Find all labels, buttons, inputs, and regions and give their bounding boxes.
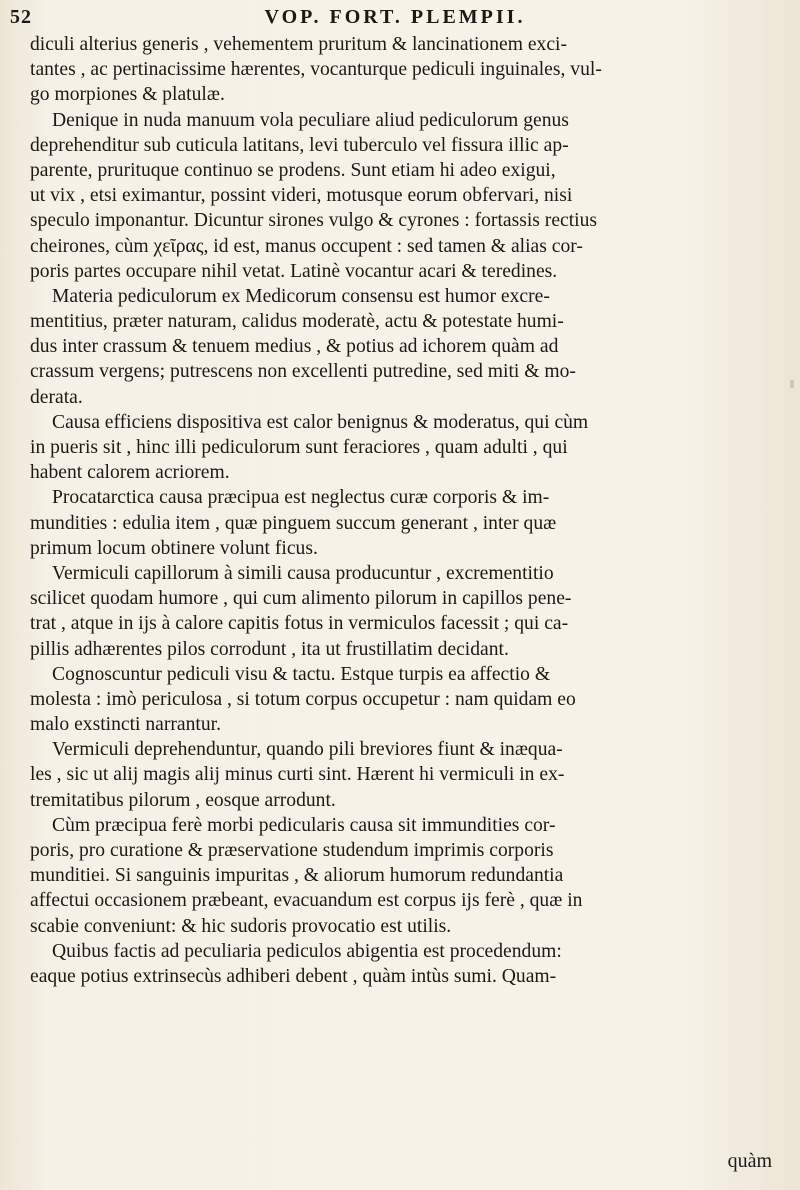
page-edge-mark [790, 380, 794, 388]
body-text [30, 32, 780, 989]
text-line: derata. [30, 386, 83, 408]
text-line: pillis adhærentes pilos corrodunt , ita ut frustillatim decidant. [30, 638, 509, 660]
text-line: Vermiculi capillorum à simili causa producuntur , excrementitio [52, 562, 554, 584]
text-line: trat , atque in ijs à calore capitis fotus in vermiculos facessit ; qui ca- [30, 613, 569, 635]
text-line: Denique in nuda manuum vola peculiare aliud pediculorum genus [52, 109, 569, 131]
text-line: scabie conveniunt: & hic sudoris provocatio est utilis. [30, 915, 452, 937]
text-line: tantes , ac pertinacissime hærentes, vocanturque pediculi inguinales, vul- [30, 59, 602, 81]
text-line: cheirones, cùm χεῖρας, id est, manus occupent : sed tamen & alias cor- [30, 235, 583, 257]
text-line: Causa efficiens dispositiva est calor benignus & moderatus, qui cùm [52, 411, 589, 433]
page-header [10, 6, 780, 32]
text-line: affectui occasionem præbeant, evacuandum est corpus ijs ferè , quæ in [30, 890, 583, 912]
text-line: habent calorem acriorem. [30, 462, 230, 484]
text-line: go morpiones & platulæ. [30, 84, 225, 106]
text-line: scilicet quodam humore , qui cum alimento pilorum in capillos pene- [30, 588, 572, 610]
text-line: mentitius, præter naturam, calidus moderatè, actu & potestate humi- [30, 311, 564, 333]
text-line: tremitatibus pilorum , eosque arrodunt. [30, 789, 336, 811]
text-line: mundities : edulia item , quæ pinguem succum generant , inter quæ [30, 512, 557, 534]
text-line: molesta : imò periculosa , si totum corpus occupetur : nam quidam eo [30, 688, 576, 710]
text-line: Cùm præcipua ferè morbi pedicularis causa sit immundities cor- [52, 814, 556, 836]
text-line: speculo imponantur. Dicuntur sirones vulgo & cyrones : fortassis rectius [30, 210, 598, 232]
text-line: Quibus factis ad peculiaria pediculos abigentia est procedendum: [52, 940, 562, 962]
text-line: dus inter crassum & tenuem medius , & potius ad ichorem quàm ad [30, 336, 559, 358]
text-line: munditiei. Si sanguinis impuritas , & aliorum humorum redundantia [30, 865, 564, 887]
text-line: eaque potius extrinsecùs adhiberi debent , quàm intùs sumi. Quam- [30, 965, 557, 987]
text-line: primum locum obtinere volunt ficus. [30, 537, 318, 559]
text-line: poris partes occupare nihil vetat. Latinè vocantur acari & teredines. [30, 260, 558, 282]
text-line: les , sic ut alij magis alij minus curti sint. Hærent hi vermiculi in ex- [30, 764, 565, 786]
catchword: quàm [727, 1150, 772, 1172]
text-line: Vermiculi deprehenduntur, quando pili breviores fiunt & inæqua- [52, 739, 563, 761]
text-line: malo exstincti narrantur. [30, 714, 221, 736]
text-line: Procatarctica causa præcipua est neglectus curæ corporis & im- [52, 487, 550, 509]
text-line: parente, prurituque continuo se prodens. Sunt etiam hi adeo exigui, [30, 159, 556, 181]
text-line: ut vix , etsi eximantur, possint videri, motusque eorum obfervari, nisi [30, 185, 573, 207]
text-line: crassum vergens; putrescens non excellenti putredine, sed miti & mo- [30, 361, 576, 383]
page-number: 52 [10, 6, 32, 28]
text-line: Cognoscuntur pediculi visu & tactu. Estque turpis ea affectio & [52, 663, 551, 685]
text-line: in pueris sit , hinc illi pediculorum sunt feraciores , quam adulti , qui [30, 437, 568, 458]
running-head: VOP. FORT. PLEMPII. [264, 6, 526, 28]
text-line: Materia pediculorum ex Medicorum consensu est humor excre- [52, 285, 550, 307]
text-line: diculi alterius generis , vehementem pruritum & lancinationem exci- [30, 34, 568, 55]
text-line: deprehenditur sub cuticula latitans, levi tuberculo vel fissura illic ap- [30, 134, 569, 156]
text-line: poris, pro curatione & præservatione studendum imprimis corporis [30, 840, 554, 861]
